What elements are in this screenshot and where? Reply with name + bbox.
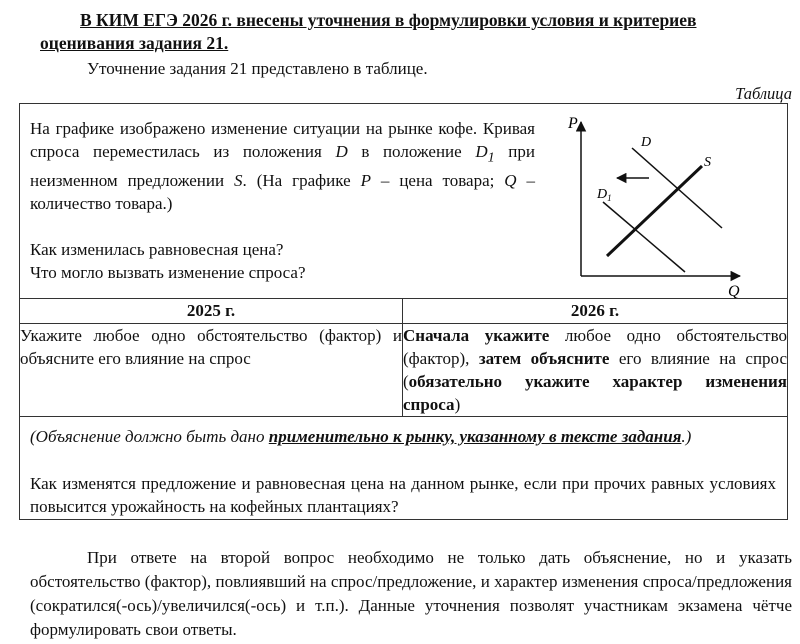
axis-y-label: P [568, 115, 578, 132]
header-2026: 2026 г. [403, 299, 788, 324]
axis-x-label: Q [728, 283, 740, 298]
var-q: Q [504, 171, 517, 191]
curve-d-label: D [641, 135, 652, 150]
curve-s [607, 166, 702, 256]
curve-d1 [603, 202, 685, 272]
task-text-part: при неизменном предложении [30, 142, 535, 191]
header-2025: 2025 г. [20, 299, 403, 324]
var-d: D [335, 142, 348, 161]
var-d1: $D_1$ [475, 142, 495, 166]
task-text-part: – количество товара.) [30, 171, 536, 214]
var-s: S [234, 171, 243, 191]
comparison-row [20, 324, 788, 417]
table-label: Таблица [735, 84, 792, 103]
task-text-part: в положение [347, 142, 476, 161]
supply-demand-graph [565, 108, 755, 298]
task-text-part: . (На графике [242, 171, 361, 191]
comparison-header-row [20, 299, 788, 324]
task-statement [30, 117, 535, 215]
cell-2025: Укажите любое одно обстоятельство (фактор) и объясните его влияние на спрос [20, 324, 403, 417]
second-question: Как изменятся предложение и равновесная цена на данном рынке, если при прочих равных условиях повысится урожайность на кофейных плантациях? [30, 474, 776, 516]
var-p: P [360, 171, 371, 191]
curve-d1-label: $D_1$ [597, 187, 612, 203]
task-text-part: – цена товара; [370, 171, 505, 191]
comparison-table [19, 298, 788, 417]
cell-2026: Сначала укажите любое одно обстоятельство (фактор), затем объясните его влияние на спрос (обязательно укажите характер изменения спроса) [403, 324, 788, 417]
question-demand: Что могло вызвать изменение спроса? [30, 263, 306, 282]
question-price: Как изменилась равновесная цена? [30, 240, 284, 259]
intro-text: Уточнение задания 21 представлено в таблице. [87, 59, 428, 78]
page-heading: В КИМ ЕГЭ 2026 г. внесены уточнения в формулировки условия и критериев оценивания задания 21. [40, 10, 697, 53]
task-text-part: На графике изображено изменение ситуации на рынке кофе. Кривая спроса переместилась из положения [30, 119, 535, 161]
explanation-note: (Объяснение должно быть дано применительно к рынку, указанному в тексте задания.) [30, 427, 692, 446]
task-questions [30, 238, 535, 284]
closing-paragraph: При ответе на второй вопрос необходимо не только дать объяснение, но и указать обстоятельство (фактор), повлиявший на спрос/предложение, и характер изменения спроса/предложения (сократился(-ось)/увеличился(-ось) и т.п.). Данные уточнения позволят участникам экзамена чётче формулировать свои ответы. [30, 548, 792, 639]
curve-s-label: S [704, 155, 711, 170]
